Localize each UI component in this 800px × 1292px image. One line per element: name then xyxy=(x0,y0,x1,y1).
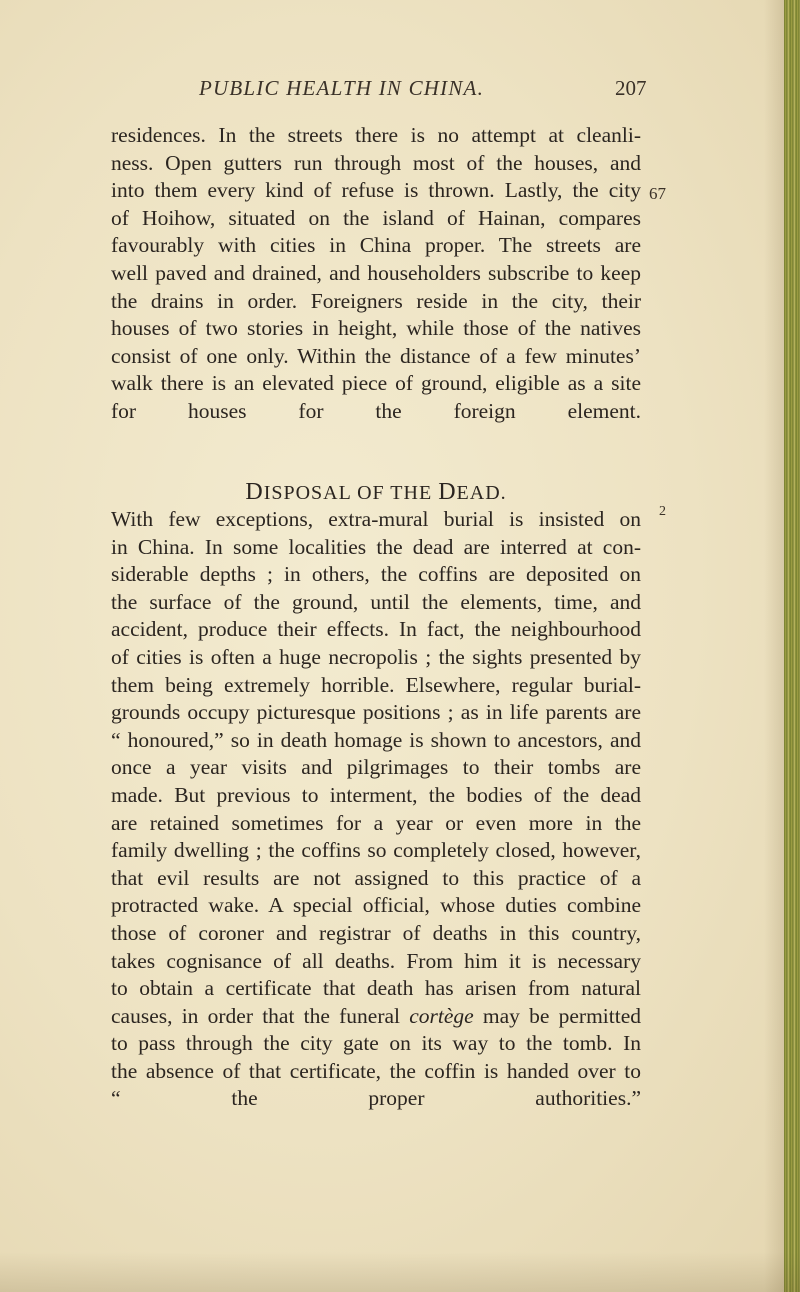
text-line: once a year visits and pilgrimages to their tombs are xyxy=(111,755,641,780)
section-heading xyxy=(0,479,800,506)
text-line: siderable depths ; in others, the coffins are deposited on xyxy=(111,562,641,587)
text-line: the absence of that certificate, the coffin is handed over to xyxy=(111,1058,641,1083)
heading-initial: D xyxy=(245,479,264,505)
running-head: PUBLIC HEALTH IN CHINA. xyxy=(199,76,485,100)
italic-word: cortège xyxy=(409,1003,474,1028)
text-line: accident, produce their effects. In fact, the neighbourhood xyxy=(111,617,641,642)
text-span: causes, in order that the funeral xyxy=(111,1003,400,1028)
text-line: that evil results are not assigned to this practice of a xyxy=(111,865,641,890)
text-line: favourably with cities in China proper. The streets are xyxy=(111,233,641,258)
text-line: into them every kind of refuse is thrown. Lastly, the city xyxy=(111,178,641,203)
paragraph xyxy=(111,122,641,426)
text-line: the drains in order. Foreigners reside in the city, their xyxy=(111,288,641,313)
book-edge xyxy=(784,0,800,1292)
text-line: “ honoured,” so in death homage is shown to ancestors, and xyxy=(111,727,641,752)
text-line: for houses for the foreign element. xyxy=(111,398,641,423)
text-line: them being extremely horrible. Elsewhere, regular burial- xyxy=(111,672,641,697)
text-span: may be permitted xyxy=(482,1003,642,1028)
text-line: takes cognisance of all deaths. From him it is necessary xyxy=(111,948,641,973)
text-line: grounds occupy picturesque positions ; as in life parents are xyxy=(111,700,641,725)
text-line: of cities is often a huge necropolis ; the sights presented by xyxy=(111,644,641,669)
text-line: ness. Open gutters run through most of the houses, and xyxy=(111,150,641,175)
text-line: made. But previous to interment, the bodies of the dead xyxy=(111,782,641,807)
text-line: the surface of the ground, until the elements, time, and xyxy=(111,589,641,614)
text-line: family dwelling ; the coffins so completely closed, however, xyxy=(111,838,641,863)
text-line: of Hoihow, situated on the island of Hainan, compares xyxy=(111,205,641,230)
margin-note: 2 xyxy=(659,504,666,519)
margin-note: 67 xyxy=(649,184,666,203)
text-line: are retained sometimes for a year or even more in the xyxy=(111,810,641,835)
text-line: With few exceptions, extra-mural burial is insisted on xyxy=(111,507,641,531)
text-line: residences. In the streets there is no attempt at cleanli- xyxy=(111,123,641,147)
page-gutter-shadow xyxy=(764,0,784,1292)
text-line: in China. In some localities the dead are interred at con- xyxy=(111,534,641,559)
text-line: well paved and drained, and householders subscribe to keep xyxy=(111,260,641,285)
text-line: those of coroner and registrar of deaths in this country, xyxy=(111,920,641,945)
heading-word: OF THE xyxy=(357,482,433,504)
text-line: to pass through the city gate on its way to the tomb. In xyxy=(111,1031,641,1056)
heading-word: EAD. xyxy=(456,482,507,504)
heading-initial: D xyxy=(438,479,457,505)
text-line: consist of one only. Within the distance of a few minutes’ xyxy=(111,343,641,368)
paragraph xyxy=(111,506,641,1113)
text-line: protracted wake. A special official, whose duties combine xyxy=(111,893,641,918)
text-line xyxy=(111,1003,641,1031)
page-number: 207 xyxy=(615,76,647,100)
text-line: “ the proper authorities.” xyxy=(111,1086,641,1111)
heading-word: ISPOSAL xyxy=(263,482,352,504)
text-line: houses of two stories in height, while those of the natives xyxy=(111,316,641,341)
page-bottom-shadow xyxy=(0,1252,800,1292)
text-line: walk there is an elevated piece of ground, eligible as a site xyxy=(111,371,641,396)
text-line: to obtain a certificate that death has arisen from natural xyxy=(111,976,641,1001)
